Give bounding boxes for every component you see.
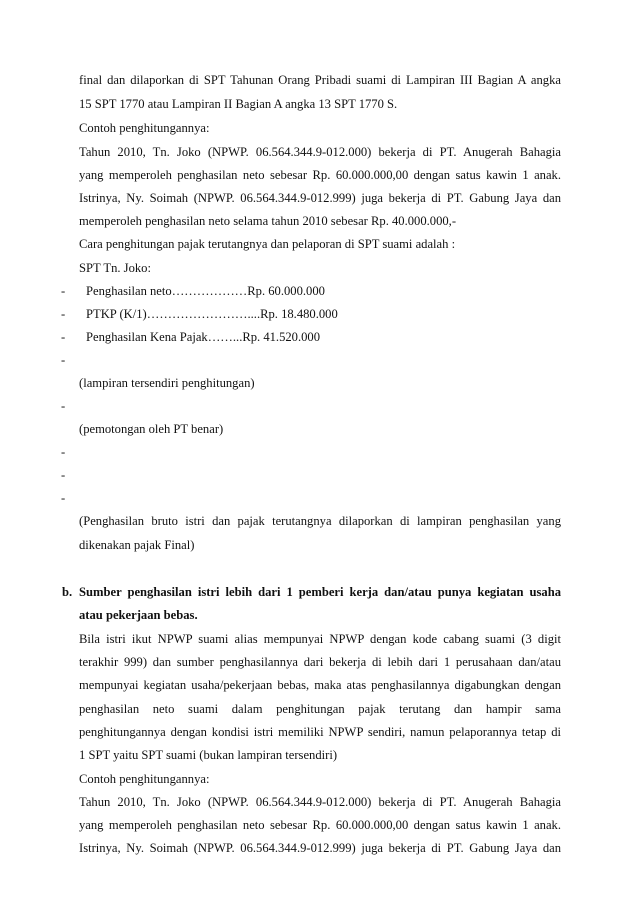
text-line: memperoleh penghasilan neto selama tahun 2010 sebesar Rp. 40.000.000,- [79, 214, 457, 228]
list-dash: - [61, 399, 66, 413]
list-dash: - [61, 307, 66, 321]
text-line: Contoh penghitungannya: [79, 772, 210, 786]
text-line: Tahun 2010, Tn. Joko (NPWP. 06.564.344.9-012.000) bekerja di PT. Anugerah Bahagia [79, 145, 561, 159]
list-dash: - [61, 353, 66, 367]
text-line: Cara penghitungan pajak terutangnya dan pelaporan di SPT suami adalah : [79, 237, 456, 251]
section-heading: atau pekerjaan bebas. [79, 608, 198, 622]
text-line: Tahun 2010, Tn. Joko (NPWP. 06.564.344.9-012.000) bekerja di PT. Anugerah Bahagia [79, 795, 561, 809]
text-line: (Penghasilan bruto istri dan pajak terutangnya dilaporkan di lampiran penghasilan yang [79, 514, 561, 528]
list-dash: - [61, 445, 66, 459]
list-dash: - [61, 284, 66, 298]
item-note: (pemotongan oleh PT benar) [79, 422, 224, 436]
text-line: SPT Tn. Joko: [79, 261, 151, 275]
text-line: final dan dilaporkan di SPT Tahunan Orang Pribadi suami di Lampiran III Bagian A angka [79, 73, 561, 87]
text-line: yang memperoleh penghasilan neto sebesar Rp. 60.000.000,00 dengan satus kawin 1 anak. [79, 168, 561, 182]
text-line: Contoh penghitungannya: [79, 121, 210, 135]
text-line: 1 SPT yaitu SPT suami (bukan lampiran tersendiri) [79, 748, 338, 762]
text-line: Bila istri ikut NPWP suami alias mempunyai NPWP dengan kode cabang suami (3 digit [79, 632, 561, 646]
section-heading: Sumber penghasilan istri lebih dari 1 pemberi kerja dan/atau punya kegiatan usaha [79, 585, 561, 599]
section-label: b. [62, 585, 73, 599]
list-dash: - [61, 468, 66, 482]
text-line: dikenakan pajak Final) [79, 538, 195, 552]
text-line: Istrinya, Ny. Soimah (NPWP. 06.564.344.9-012.999) juga bekerja di PT. Gabung Jaya dan [79, 191, 561, 205]
text-line: terakhir 999) dan sumber penghasilannya dari bekerja di lebih dari 1 perusahaan dan/atau [79, 655, 561, 669]
text-line: yang memperoleh penghasilan neto sebesar Rp. 60.000.000,00 dengan satus kawin 1 anak. [79, 818, 561, 832]
list-item: Penghasilan Kena Pajak……...Rp. 41.520.000 [86, 330, 321, 344]
list-item: PTKP (K/1)……………………....Rp. 18.480.000 [86, 307, 338, 321]
text-line: penghasilan neto suami dalam penghitungan pajak terutang dan hampir sama [79, 702, 561, 716]
text-line: penghitungannya dengan kondisi istri memiliki NPWP sendiri, namun pelaporannya tetap di [79, 725, 561, 739]
text-line: Istrinya, Ny. Soimah (NPWP. 06.564.344.9-012.999) juga bekerja di PT. Gabung Jaya dan [79, 841, 561, 855]
text-line: 15 SPT 1770 atau Lampiran II Bagian A angka 13 SPT 1770 S. [79, 97, 398, 111]
list-item: Penghasilan neto………………Rp. 60.000.000 [86, 284, 325, 298]
list-dash: - [61, 330, 66, 344]
list-dash: - [61, 491, 66, 505]
text-line: mempunyai kegiatan usaha/pekerjaan bebas, maka atas penghasilannya digabungkan dengan [79, 678, 561, 692]
item-note: (lampiran tersendiri penghitungan) [79, 376, 255, 390]
